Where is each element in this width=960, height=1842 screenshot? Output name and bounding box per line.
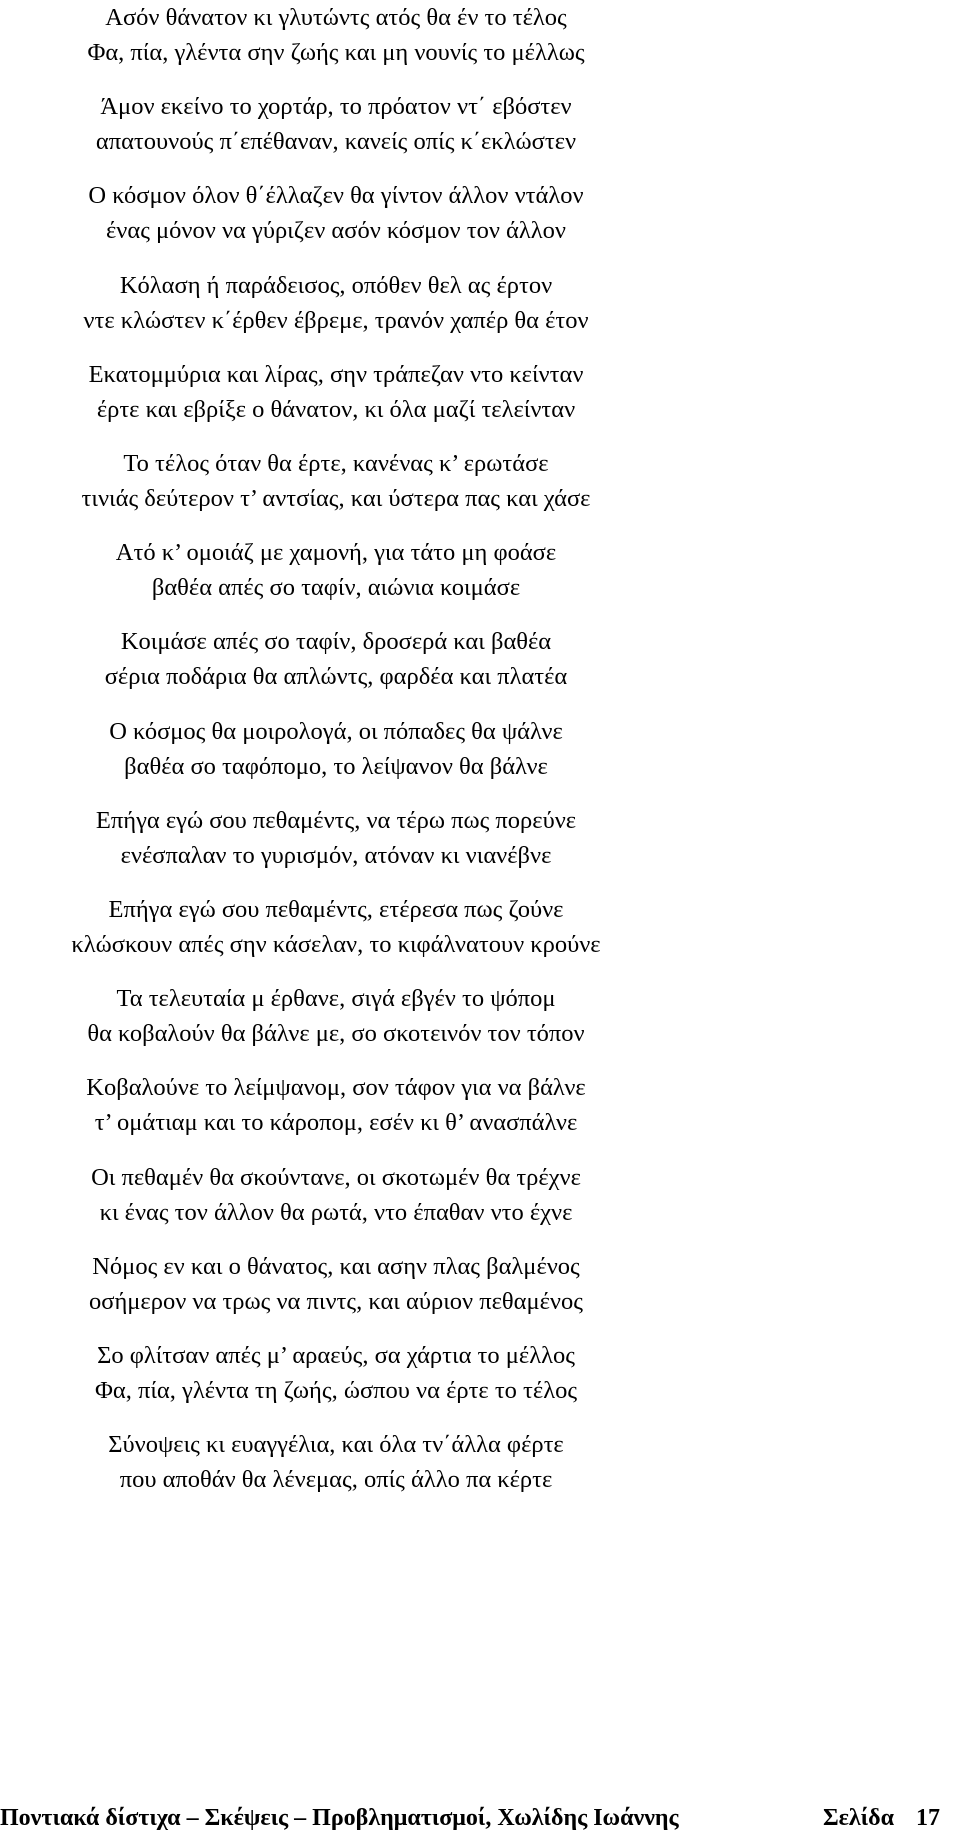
verse-line: ντε κλώστεν κ΄έρθεν έβρεμε, τρανόν χαπέρ θα έτον <box>83 306 589 334</box>
stanza <box>0 1070 672 1140</box>
verse-line: Το τέλος όταν θα έρτε, κανένας κ’ ερωτάσε <box>123 450 549 477</box>
stanza <box>0 268 672 338</box>
verse-line: απατουνούς π΄επέθαναν, κανείς οπίς κ΄εκλώστεν <box>95 128 577 156</box>
verse-line: ένας μόνον να γύριζεν ασόν κόσμον τον άλλον <box>106 217 566 245</box>
verse-line: θα κοβαλούν θα βάλνε με, σο σκοτεινόν τον τόπον <box>87 1020 585 1048</box>
footer-page <box>823 1800 940 1836</box>
verse-line: κλώσκουν απές σην κάσελαν, το κιφάλνατουν κρούνε <box>71 931 601 958</box>
verse-line: Ο κόσμος θα μοιρολογά, οι πόπαδες θα ψάλνε <box>109 717 563 745</box>
verse-line: οσήμερον να τρως να πιντς, και αύριον πεθαμένος <box>89 1287 583 1315</box>
stanza <box>0 1249 672 1319</box>
verse-line: Ο κόσμον όλον θ΄έλλαζεν θα γίντον άλλον ντάλον <box>88 182 584 210</box>
stanza <box>0 0 672 70</box>
verse-line: βαθέα απές σο ταφίν, αιώνια κοιμάσε <box>151 574 521 602</box>
stanza <box>0 892 672 962</box>
verse-line: Φα, πία, γλέντα σην ζωής και μη νουνίς το μέλλως <box>87 39 585 66</box>
verse-line: έρτε και εβρίξε ο θάνατον, κι όλα μαζί τελείνταν <box>96 395 576 423</box>
verse-line: που αποθάν θα λένεμας, οπίς άλλο πα κέρτε <box>119 1466 553 1494</box>
verse-line: Φα, πία, γλέντα τη ζωής, ώσπου να έρτε το τέλος <box>94 1377 578 1404</box>
stanza <box>0 446 672 516</box>
verse-line: Επήγα εγώ σου πεθαμέντς, ετέρεσα πως ζούνε <box>108 896 564 923</box>
page-number: 17 <box>916 1805 940 1831</box>
verse-line: Κοβαλούνε το λείμψανομ, σον τάφον για να βάλνε <box>86 1074 586 1102</box>
stanza <box>0 624 672 694</box>
page-label: Σελίδα <box>822 1805 894 1831</box>
verse-line: σέρια ποδάρια θα απλώντς, φαρδέα και πλατέα <box>104 663 568 691</box>
verse-line: Νόμος εν και ο θάνατος, και ασην πλας βαλμένος <box>92 1252 580 1280</box>
verse-line: Σο φλίτσαν απές μ’ αραεύς, σα χάρτια το μέλλος <box>97 1342 575 1369</box>
verse-line: Οι πεθαμέν θα σκούντανε, οι σκοτωμέν θα τρέχνε <box>91 1163 581 1191</box>
verse-line: Κόλαση ή παράδεισος, οπόθεν θελ ας έρτον <box>119 271 553 299</box>
verse-line: τινιάς δεύτερον τ’ αντσίας, και ύστερα πας και χάσε <box>81 485 591 512</box>
page-footer <box>0 1800 940 1836</box>
stanza <box>0 803 672 873</box>
stanza <box>0 714 672 784</box>
footer-title: Ποντιακά δίστιχα – Σκέψεις – Προβληματισμοί, Χωλίδης Ιωάννης <box>0 1805 679 1831</box>
stanza <box>0 1160 672 1230</box>
verse-line: Επήγα εγώ σου πεθαμέντς, να τέρω πως πορεύνε <box>95 806 577 834</box>
verse-line: Ατό κ’ ομοιάζ με χαμονή, για τάτο μη φοάσε <box>115 539 557 567</box>
verse-line: Τα τελευταία μ έρθανε, σιγά εβγέν το ψόπομ <box>116 985 556 1013</box>
verse-line: Σύνοψεις κι ευαγγέλια, και όλα τν΄άλλα φέρτε <box>108 1431 564 1459</box>
stanza <box>0 178 672 248</box>
verse-line: Άμον εκείνο το χορτάρ, το πρόατον ντ΄ εβόστεν <box>100 93 572 121</box>
stanza <box>0 357 672 427</box>
stanza <box>0 535 672 605</box>
verse-line: Ασόν θάνατον κι γλυτώντς ατός θα έν το τέλος <box>105 4 567 31</box>
verse-line: Κοιμάσε απές σο ταφίν, δροσερά και βαθέα <box>120 628 552 656</box>
stanza <box>0 89 672 159</box>
stanza <box>0 1427 672 1497</box>
verse-line: ενέσπαλαν το γυρισμόν, ατόναν κι νιανέβνε <box>120 841 552 869</box>
verse-line: Εκατομμύρια και λίρας, σην τράπεζαν ντο κείνταν <box>88 360 584 388</box>
verse-line: τ’ ομάτιαμ και το κάροπομ, εσέν κι θ’ ανασπάλνε <box>94 1109 578 1137</box>
stanza <box>0 981 672 1051</box>
stanza <box>0 1338 672 1408</box>
verse-line: κι ένας τον άλλον θα ρωτά, ντο έπαθαν ντο έχνε <box>99 1198 573 1226</box>
verse-line: βαθέα σο ταφόπομο, το λείψανον θα βάλνε <box>124 752 548 780</box>
